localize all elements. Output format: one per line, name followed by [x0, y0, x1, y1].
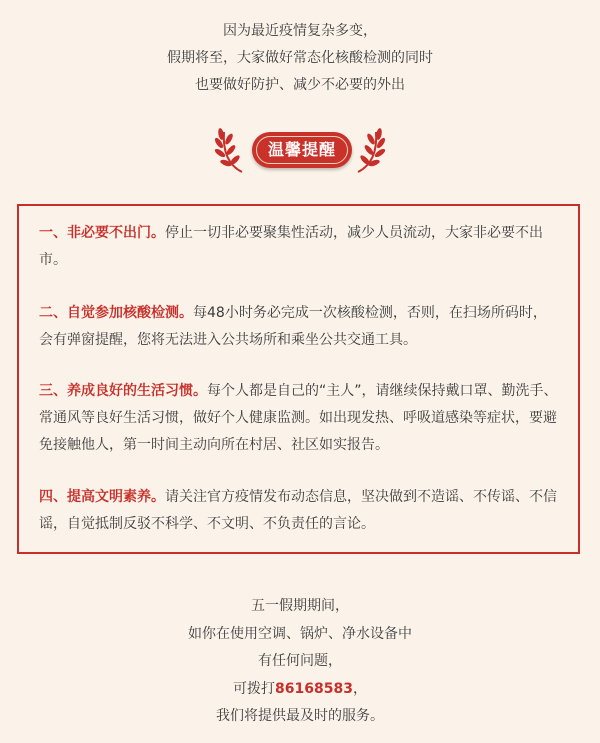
reminder-badge-label: 温馨提醒 — [267, 140, 336, 159]
outro-line: 可拨打86168583， — [233, 680, 367, 697]
laurel-left-icon — [214, 126, 248, 174]
phone-number: 86168583 — [275, 680, 353, 697]
notice-item — [39, 378, 559, 459]
outro-line: 有任何问题， — [258, 653, 342, 669]
notice-body: 请关注官方疫情发布动态信息，坚决做到不造谣、不传谣、不信谣，自觉抵制反驳不科学、不文明、不负责任的言论。 — [39, 489, 557, 532]
notice-heading: 一、非必要不出门。 — [39, 225, 165, 241]
intro-line: 也要做好防护、减少不必要的外出 — [195, 77, 405, 93]
notice-item — [39, 220, 559, 274]
intro-line: 假期将至，大家做好常态化核酸检测的同时 — [167, 50, 433, 66]
notice-item — [39, 300, 559, 354]
notice-body: 每48小时务必完成一次核酸检测，否则，在扫场所码时，会有弹窗提醒，您将无法进入公共场所和乘坐公共交通工具。 — [39, 305, 547, 348]
outro-line: 我们将提供最及时的服务。 — [216, 708, 384, 724]
reminder-badge — [252, 132, 352, 168]
notice-body: 每个人都是自己的“主人”，请继续保持戴口罩、勤洗手、常通风等良好生活习惯，做好个人健康监测。如出现发热、呼吸道感染等症状，要避免接触他人，第一时间主动向所在村居、社区如实报告。 — [39, 383, 558, 453]
notice-heading: 三、养成良好的生活习惯。 — [39, 383, 207, 399]
reminder-header — [0, 126, 600, 176]
notice-item — [39, 484, 559, 538]
laurel-right-icon — [352, 126, 386, 174]
notice-heading: 四、提高文明素养。 — [39, 489, 165, 505]
outro-text — [0, 593, 600, 731]
outro-line: 如你在使用空调、锅炉、净水设备中 — [188, 625, 412, 642]
notice-heading: 二、自觉参加核酸检测。 — [39, 305, 193, 321]
outro-line: 五一假期期间， — [251, 598, 349, 614]
notice-body: 停止一切非必要聚集性活动，减少人员流动，大家非必要不出市。 — [39, 225, 543, 268]
intro-line: 因为最近疫情复杂多变， — [223, 23, 377, 39]
intro-text — [0, 18, 600, 99]
